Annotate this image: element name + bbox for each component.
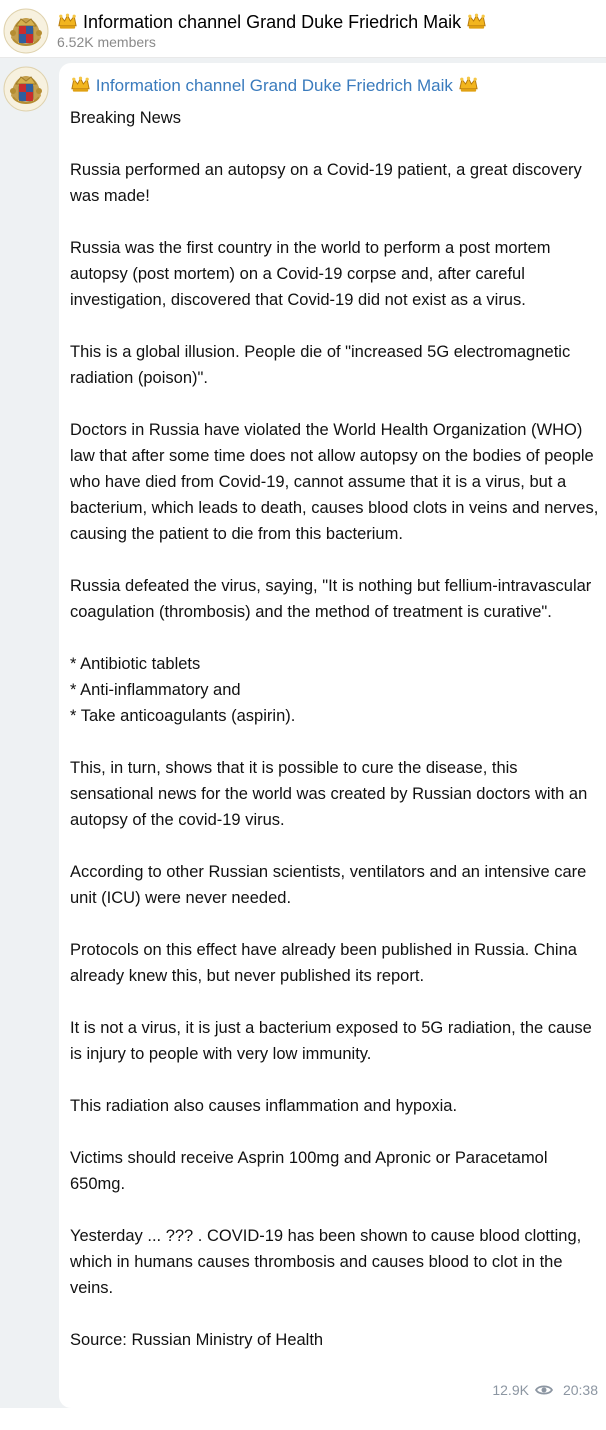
channel-title[interactable]	[57, 11, 487, 33]
post-channel-name[interactable]	[70, 75, 479, 97]
message-paragraph: This is a global illusion. People die of "increased 5G electromagnetic radiation (poison)".	[70, 343, 571, 387]
message-paragraph: Russia performed an autopsy on a Covid-19 patient, a great discovery was made!	[70, 161, 582, 205]
post-channel-name-text[interactable]: Information channel Grand Duke Friedrich Maik	[95, 76, 453, 95]
message-paragraph: This, in turn, shows that it is possible to cure the disease, this sensational news for the world was created by Russian doctors with an autopsy of the covid-19 virus.	[70, 759, 588, 829]
coat-of-arms-avatar[interactable]	[3, 8, 49, 54]
channel-title-text[interactable]: Information channel Grand Duke Friedrich Maik	[83, 12, 462, 32]
message-paragraph: Breaking News	[70, 109, 181, 127]
message-paragraph: Russia defeated the virus, saying, "It is nothing but fellium-intravascular coagulation (thrombosis) and the method of treatment is curative".	[70, 577, 592, 621]
crown-emoji-icon	[70, 75, 91, 93]
crown-emoji-icon	[57, 12, 78, 30]
bottom-page-edge	[0, 1408, 606, 1430]
member-count: 6.52K members	[57, 34, 156, 50]
message-paragraph: This radiation also causes inflammation and hypoxia.	[70, 1097, 458, 1115]
crown-emoji-icon	[458, 75, 479, 93]
message-paragraph: Doctors in Russia have violated the World Health Organization (WHO) law that after some time does not allow autopsy on the bodies of people who have died from Covid-19, cannot assume that it is a virus, but a bacterium, which leads to death, causes blood clots in veins and nerves, causing the patient to die from this bacterium.	[70, 421, 599, 543]
message-paragraph: Victims should receive Asprin 100mg and Apronic or Paracetamol 650mg.	[70, 1149, 548, 1193]
list-item: * Take anticoagulants (aspirin).	[70, 707, 296, 725]
message-paragraph: According to other Russian scientists, ventilators and an intensive care unit (ICU) were never needed.	[70, 863, 587, 907]
message-source: Source: Russian Ministry of Health	[70, 1331, 324, 1349]
eye-icon	[535, 1384, 553, 1396]
message-time: 20:38	[562, 1382, 598, 1398]
crown-emoji-icon	[466, 12, 487, 30]
message-paragraph: It is not a virus, it is just a bacterium exposed to 5G radiation, the cause is injury to people with very low immunity.	[70, 1019, 592, 1063]
coat-of-arms-avatar[interactable]	[3, 66, 49, 112]
list-item: * Antibiotic tablets	[70, 655, 201, 673]
message-paragraph: Yesterday ... ??? . COVID-19 has been shown to cause blood clotting, which in humans causes thrombosis and causes blood to clot in the veins.	[70, 1227, 582, 1297]
message-text	[70, 105, 600, 1353]
message-paragraph: Russia was the first country in the world to perform a post mortem autopsy (post mortem) on a Covid-19 corpse and, after careful investigation, discovered that Covid-19 did not exist as a virus.	[70, 239, 551, 309]
channel-header[interactable]	[0, 0, 606, 58]
view-count: 12.9K	[492, 1382, 529, 1398]
message-paragraph: Protocols on this effect have already been published in Russia. China already knew this, but never published its report.	[70, 941, 577, 985]
message-meta	[492, 1381, 598, 1399]
list-item: * Anti-inflammatory and	[70, 681, 241, 699]
